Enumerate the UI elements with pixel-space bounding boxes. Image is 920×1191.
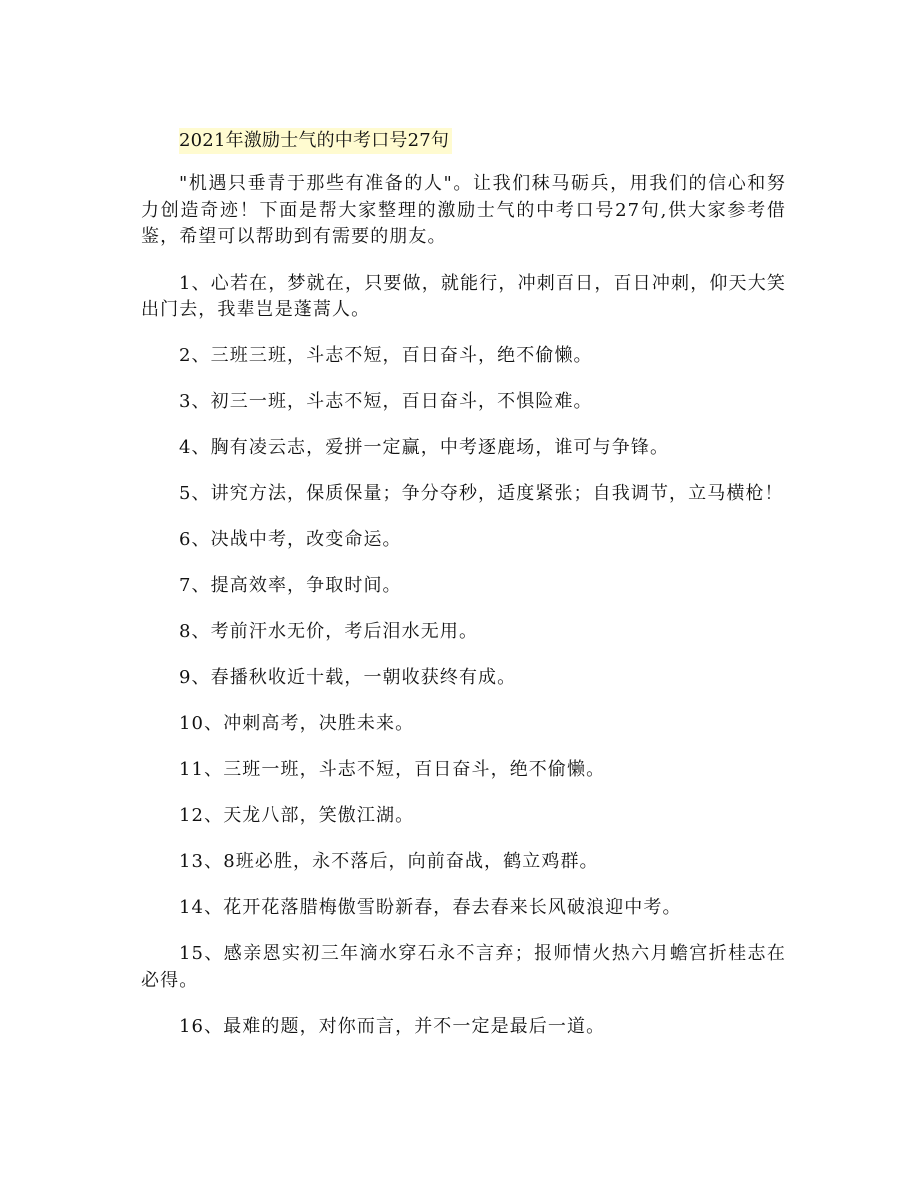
slogan-item: 6、决战中考，改变命运。 [179,529,402,550]
slogan-item: 14、花开花落腊梅傲雪盼新春，春去春来长风破浪迎中考。 [179,897,682,918]
document-title: 2021年激励士气的中考口号27句 [179,128,452,154]
slogan-item: 11、三班一班，斗志不短，百日奋斗，绝不偷懒。 [179,759,606,780]
slogan-item: 4、胸有凌云志，爱拼一定赢，中考逐鹿场，谁可与争锋。 [179,437,670,458]
slogan-item: 9、春播秋收近十载，一朝收获终有成。 [179,667,517,688]
slogan-item: 15、感亲恩实初三年滴水穿石永不言弃；报师情火热六月蟾宫折桂志在必得。 [141,943,786,991]
slogan-item: 16、最难的题，对你而言，并不一定是最后一道。 [179,1015,606,1037]
slogan-item: 12、天龙八部，笑傲江湖。 [179,805,415,826]
intro-paragraph: "机遇只垂青于那些有准备的人"。让我们秣马砺兵，用我们的信心和努力创造奇迹！下面是帮大家整理的激励士气的中考口号27句,供大家参考借鉴，希望可以帮助到有需要的朋友。 [141,173,786,247]
slogan-item: 5、讲究方法，保质保量；争分夺秒，适度紧张；自我调节，立马横枪！ [179,483,784,504]
title-container [179,128,452,154]
slogan-item: 2、三班三班，斗志不短，百日奋斗，绝不偷懒。 [179,345,593,366]
slogan-item: 8、考前汗水无价，考后泪水无用。 [179,621,479,642]
slogan-item: 1、心若在，梦就在，只要做，就能行，冲刺百日，百日冲刺，仰天大笑出门去，我辈岂是蓬蒿人。 [141,272,786,320]
document-body [141,171,786,1060]
slogan-item: 3、初三一班，斗志不短，百日奋斗，不惧险难。 [179,391,593,412]
slogan-item: 10、冲刺高考，决胜未来。 [179,713,415,734]
slogan-item: 13、8班必胜，永不落后，向前奋战，鹤立鸡群。 [179,851,599,872]
slogan-item: 7、提高效率，争取时间。 [179,575,402,596]
